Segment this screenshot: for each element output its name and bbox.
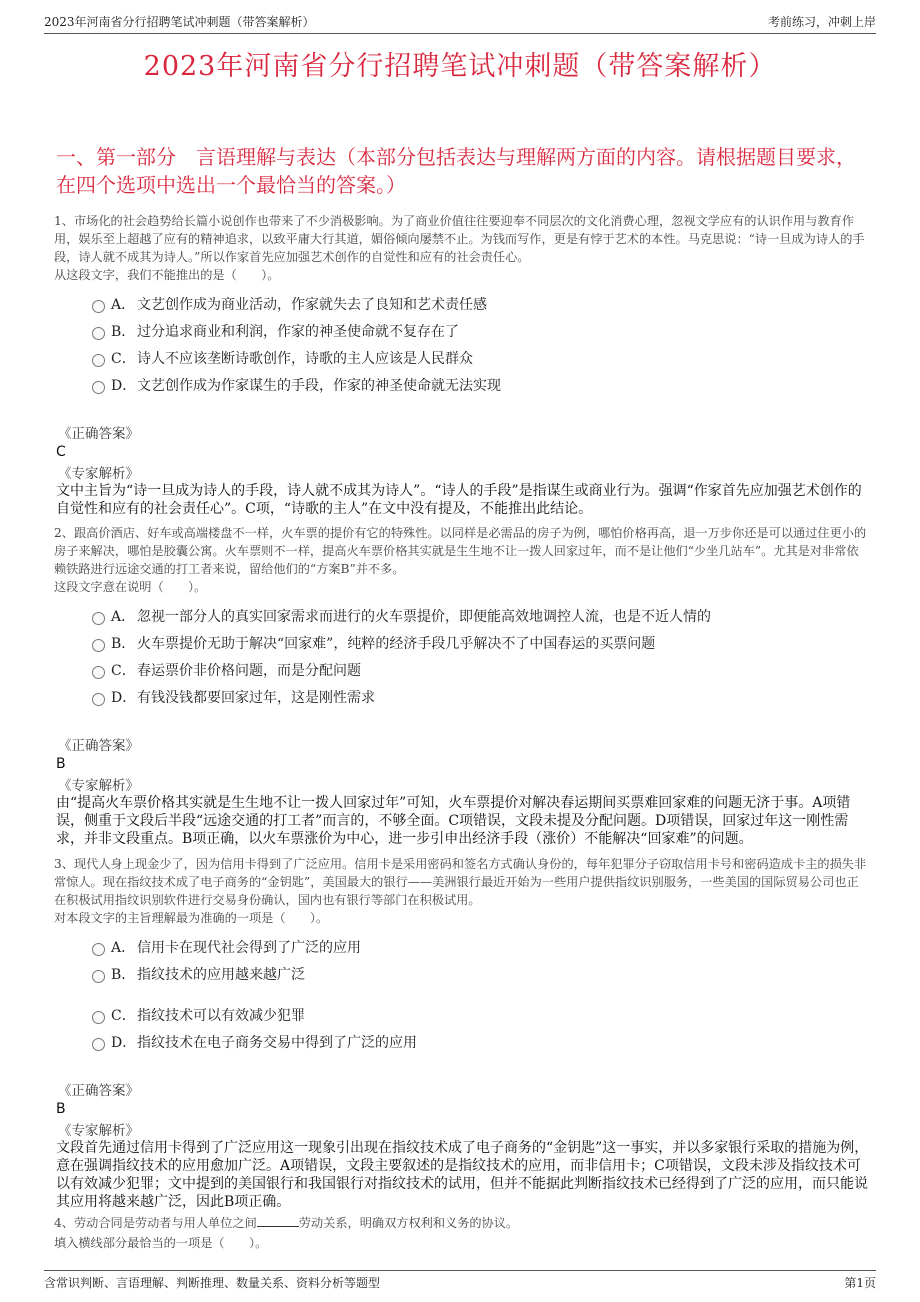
radio-icon[interactable]: [92, 1038, 105, 1051]
question-2-option-b[interactable]: B． 火车票提价无助于解决“回家难”，纯粹的经济手段几乎解决不了中国春运的买票问题: [54, 629, 870, 656]
radio-icon[interactable]: [92, 943, 105, 956]
radio-icon[interactable]: [92, 693, 105, 706]
answer-value: C: [56, 444, 66, 460]
fill-blank[interactable]: [257, 1215, 299, 1227]
answer-value: B: [56, 756, 66, 772]
section-heading: 一、第一部分 言语理解与表达（本部分包括表达与理解两方面的内容。请根据题目要求，在四个选项中选出一个最恰当的答案。）: [56, 145, 856, 197]
header-slogan: 考前练习，冲刺上岸: [767, 15, 876, 29]
question-1-text: 1、市场化的社会趋势给长篇小说创作也带来了不少消极影响。为了商业价值往往要迎奉不同层次的文化消费心理，忽视文学应有的认识作用与教育作用，娱乐至上超越了应有的精神追求，以致平庸大行其道，媚俗倾向屡禁不止。为钱而写作，更是有悖于艺术的本性。马克思说：“诗一旦成为诗人的手段，诗人就不成其为诗人。”所以作家首先应加强艺术创作的自觉性和应有的社会责任心。: [54, 214, 865, 264]
question-4-prompt: 填入横线部分最恰当的一项是（ ）。: [54, 1236, 268, 1250]
radio-icon[interactable]: [92, 612, 105, 625]
question-2-option-d[interactable]: D． 有钱没钱都要回家过年，这是刚性需求: [54, 683, 870, 710]
question-3-text: 3、现代人身上现金少了，因为信用卡得到了广泛应用。信用卡是采用密码和签名方式确认身份的，每年犯罪分子窃取信用卡号和密码造成卡主的损失非常惊人。现在指纹技术成了电子商务的“金钥匙”，美国最大的银行——美洲银行最近开始为一些用户提供指纹识别服务，一些美国的国际贸易公司也正在积极试用指纹识别软件进行交易身份确认，国内也有银行等部门在积极试用。: [54, 857, 867, 907]
question-3-options: [54, 933, 870, 1055]
radio-icon[interactable]: [92, 300, 105, 313]
question-4: [54, 1214, 870, 1252]
question-2-option-c[interactable]: C． 春运票价非价格问题，而是分配问题: [54, 656, 870, 683]
question-3-option-c[interactable]: C． 指纹技术可以有效减少犯罪: [54, 1001, 870, 1028]
question-1-option-a[interactable]: A． 文艺创作成为商业活动，作家就失去了良知和艺术责任感: [54, 290, 870, 317]
radio-icon[interactable]: [92, 639, 105, 652]
question-2-option-a[interactable]: A． 忽视一部分人的真实回家需求而进行的火车票提价，即便能高效地调控人流，也是不近人情的: [54, 602, 870, 629]
answer-heading: 《正确答案》: [58, 1083, 139, 1099]
radio-icon[interactable]: [92, 1011, 105, 1024]
footer-description: 含常识判断、言语理解、判断推理、数量关系、资料分析等题型: [44, 1276, 381, 1290]
page-footer: [44, 1270, 876, 1292]
header-doc-title: 2023年河南省分行招聘笔试冲刺题（带答案解析）: [44, 15, 315, 29]
analysis-text: 文段首先通过信用卡得到了广泛应用这一现象引出现在指纹技术成了电子商务的“金钥匙”这一事实，并以多家银行采取的措施为例，意在强调指纹技术的应用愈加广泛。A项错误，文段主要叙述的是指纹技术的应用，而非信用卡；C项错误，文段未涉及指纹技术可以有效减少犯罪；文中提到的美国银行和我国银行对指纹技术的试用，但并不能据此判断指纹技术已经得到了广泛的应用，而只能说其应用将越来越广泛，因此B项正确。: [56, 1140, 869, 1210]
question-2-prompt: 这段文字意在说明（ ）。: [54, 580, 207, 594]
radio-icon[interactable]: [92, 970, 105, 983]
radio-icon[interactable]: [92, 354, 105, 367]
question-3-option-b[interactable]: B． 指纹技术的应用越来越广泛: [54, 960, 870, 987]
answer-heading: 《正确答案》: [58, 426, 139, 442]
question-3-prompt: 对本段文字的主旨理解最为准确的一项是（ ）。: [54, 911, 329, 925]
page-header: [44, 10, 876, 34]
question-1-options: [54, 290, 870, 398]
radio-icon[interactable]: [92, 327, 105, 340]
answer-value: B: [56, 1101, 66, 1117]
page-number: 第1页: [844, 1276, 876, 1290]
question-1-option-b[interactable]: B． 过分追求商业和利润，作家的神圣使命就不复存在了: [54, 317, 870, 344]
page-title: 2023年河南省分行招聘笔试冲刺题（带答案解析）: [143, 51, 777, 82]
question-2: [54, 524, 870, 848]
answer-heading: 《正确答案》: [58, 738, 139, 754]
analysis-heading: 《专家解析》: [58, 466, 139, 482]
radio-icon[interactable]: [92, 381, 105, 394]
question-3: [54, 855, 870, 1211]
analysis-text: 文中主旨为“诗一旦成为诗人的手段，诗人就不成其为诗人”。“诗人的手段”是指谋生或商业行为。强调“作家首先应加强艺术创作的自觉性和应有的社会责任心”。C项，“诗歌的主人”在文中没有提及，不能推出此结论。: [56, 483, 862, 517]
question-1-prompt: 从这段文字，我们不能推出的是（ ）。: [54, 268, 280, 282]
question-1-option-c[interactable]: C． 诗人不应该垄断诗歌创作，诗歌的主人应该是人民群众: [54, 344, 870, 371]
radio-icon[interactable]: [92, 666, 105, 679]
question-2-text: 2、跟高价酒店、好车或高端楼盘不一样，火车票的提价有它的特殊性。以同样是必需品的房子为例，哪怕价格再高，退一万步你还是可以通过住更小的房子来解决，哪怕是胶囊公寓。火车票则不一样，提高火车票价格其实就是生生地不让一拨人回家过年，而不是让他们“少坐几站车”。尤其是对非常依赖铁路进行远途交通的打工者来说，留给他们的“方案B”并不多。: [54, 526, 867, 576]
question-3-option-a[interactable]: A． 信用卡在现代社会得到了广泛的应用: [54, 933, 870, 960]
analysis-heading: 《专家解析》: [58, 778, 139, 794]
question-1-option-d[interactable]: D． 文艺创作成为作家谋生的手段，作家的神圣使命就无法实现: [54, 371, 870, 398]
analysis-heading: 《专家解析》: [58, 1123, 139, 1139]
question-3-option-d[interactable]: D． 指纹技术在电子商务交易中得到了广泛的应用: [54, 1028, 870, 1055]
analysis-text: 由“提高火车票价格其实就是生生地不让一拨人回家过年”可知，火车票提价对解决春运期间买票难回家难的问题无济于事。A项错误，侧重于文段后半段“远途交通的打工者”而言的，不够全面。C项错误，文段未提及分配问题。D项错误，回家过年这一刚性需求，并非文段重点。B项正确，以火车票涨价为中心，进一步引申出经济手段（涨价）不能解决“回家难”的问题。: [56, 795, 851, 847]
question-2-options: [54, 602, 870, 710]
question-4-text: 4、劳动合同是劳动者与用人单位之间 劳动关系，明确双方权利和义务的协议。: [54, 1216, 519, 1230]
question-1: [54, 212, 870, 518]
